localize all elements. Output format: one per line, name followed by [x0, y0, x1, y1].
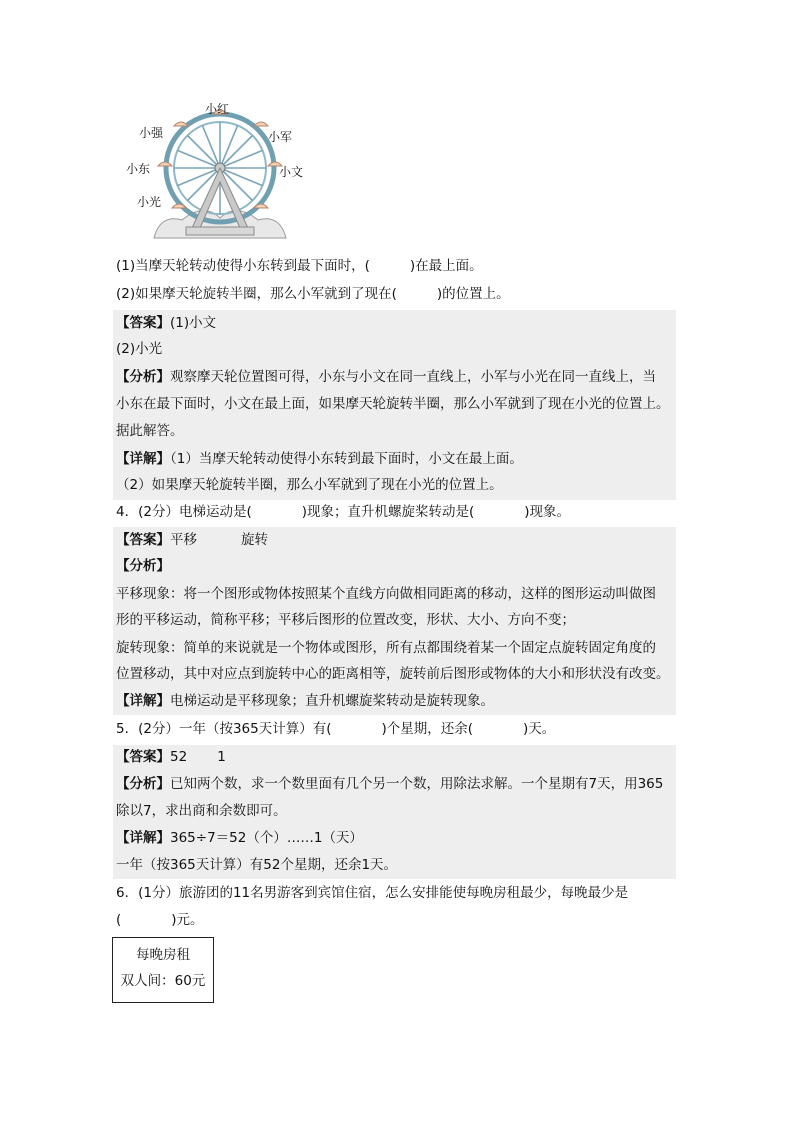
question-5-middle: )个星期，还余( — [381, 721, 474, 737]
sub-question-2-before: (2)如果摩天轮旋转半圈，那么小军就到了现在( — [116, 286, 397, 302]
price-box-price: 双人间：60元 — [120, 973, 206, 989]
detail-text: （1）当摩天轮转动使得小东转到最下面时，小文在最上面。 — [170, 451, 523, 467]
analysis-tag: 【分析】 — [116, 776, 170, 792]
analysis-q4-line-3: 旋转现象：简单的来说就是一个物体或图形，所有点都围绕着某一个固定点旋转固定角度的 — [116, 640, 656, 656]
answer-line-q5 — [116, 746, 226, 768]
detail-text: 电梯运动是平移现象；直升机螺旋桨转动是旋转现象。 — [170, 693, 494, 709]
answer-line-2: (2)小光 — [116, 341, 163, 357]
detail-tag: 【详解】 — [116, 830, 170, 846]
label-xiaowen: 小文 — [279, 165, 304, 179]
analysis-line-3: 据此解答。 — [116, 423, 184, 439]
label-xiaojun: 小军 — [268, 130, 293, 144]
label-xiaodong: 小东 — [126, 162, 151, 176]
question-5 — [116, 718, 555, 740]
question-6-line-2 — [116, 909, 204, 931]
analysis-q4-line-1: 平移现象：将一个图形或物体按照某个直线方向做相同距离的移动，这样的图形运动叫做图 — [116, 586, 656, 602]
price-box-title: 每晚房租 — [136, 947, 190, 963]
analysis-line-2: 小东在最下面时，小文在最上面，如果摩天轮旋转半圈，那么小军就到了现在小光的位置上。 — [116, 396, 670, 412]
answer-line-1 — [116, 312, 216, 334]
answer-tag: 【答案】 — [116, 315, 170, 331]
detail-line-2: （2）如果摩天轮旋转半圈，那么小军就到了现在小光的位置上。 — [116, 477, 503, 493]
label-xiaohong: 小红 — [205, 102, 230, 116]
detail-tag: 【详解】 — [116, 451, 170, 467]
question-6-line-1: 6．(1分）旅游团的11名男游客到宾馆住宿，怎么安排能使每晚房租最少，每晚最少是 — [116, 885, 629, 901]
sub-question-2-after: )的位置上。 — [436, 286, 510, 302]
detail-line-q4 — [116, 690, 494, 712]
detail-line-1 — [116, 448, 523, 470]
sub-question-2 — [116, 283, 510, 305]
answer-tag: 【答案】 — [116, 749, 170, 765]
answer-b: 1 — [217, 749, 226, 765]
question-5-before: 5．(2分）一年（按365天计算）有( — [116, 721, 332, 737]
question-6-before: ( — [116, 912, 122, 928]
analysis-q5-line-2: 除以7，求出商和余数即可。 — [116, 803, 287, 819]
answer-text: (1)小文 — [170, 315, 217, 331]
sub-question-1-after: )在最上面。 — [409, 258, 483, 274]
sub-question-1 — [116, 255, 483, 277]
detail-q5-line-1 — [116, 827, 363, 849]
label-xiaoguang: 小光 — [137, 195, 162, 209]
answer-b: 旋转 — [241, 532, 268, 548]
question-5-after: )天。 — [523, 721, 556, 737]
answer-line-q4 — [116, 529, 268, 551]
question-4-middle: )现象；直升机螺旋桨转动是( — [301, 504, 475, 520]
detail-tag: 【详解】 — [116, 693, 170, 709]
question-4-after: )现象。 — [524, 504, 571, 520]
sub-question-1-before: (1)当摩天轮转动使得小东转到最下面时，( — [116, 258, 370, 274]
answer-a: 52 — [170, 749, 188, 765]
analysis-text: 已知两个数，求一个数里面有几个另一个数，用除法求解。一个星期有7天，用365 — [170, 776, 664, 792]
detail-text: 365÷7＝52（个）……1（天） — [170, 830, 363, 846]
analysis-q4-line-2: 形的平移运动，简称平移；平移后图形的位置改变，形状、大小、方向不变； — [116, 612, 575, 628]
question-4 — [116, 501, 570, 523]
answer-tag: 【答案】 — [116, 532, 170, 548]
analysis-text: 观察摩天轮位置图可得，小东与小文在同一直线上，小军与小光在同一直线上，当 — [170, 369, 656, 385]
detail-q5-line-2: 一年（按365天计算）有52个星期，还余1天。 — [116, 857, 398, 873]
analysis-q5-line-1 — [116, 773, 663, 795]
question-6-after: )元。 — [171, 912, 204, 928]
question-4-before: 4．(2分）电梯运动是( — [116, 504, 252, 520]
label-xiaoqiang: 小强 — [139, 126, 164, 140]
analysis-tag-q4: 【分析】 — [116, 558, 170, 574]
analysis-line-1 — [116, 366, 656, 388]
analysis-q4-line-4: 位置移动，其中对应点到旋转中心的距离相等，旋转前后图形或物体的大小和形状没有改变。 — [116, 666, 670, 682]
answer-a: 平移 — [170, 532, 197, 548]
price-box — [112, 937, 214, 1003]
analysis-tag: 【分析】 — [116, 369, 170, 385]
